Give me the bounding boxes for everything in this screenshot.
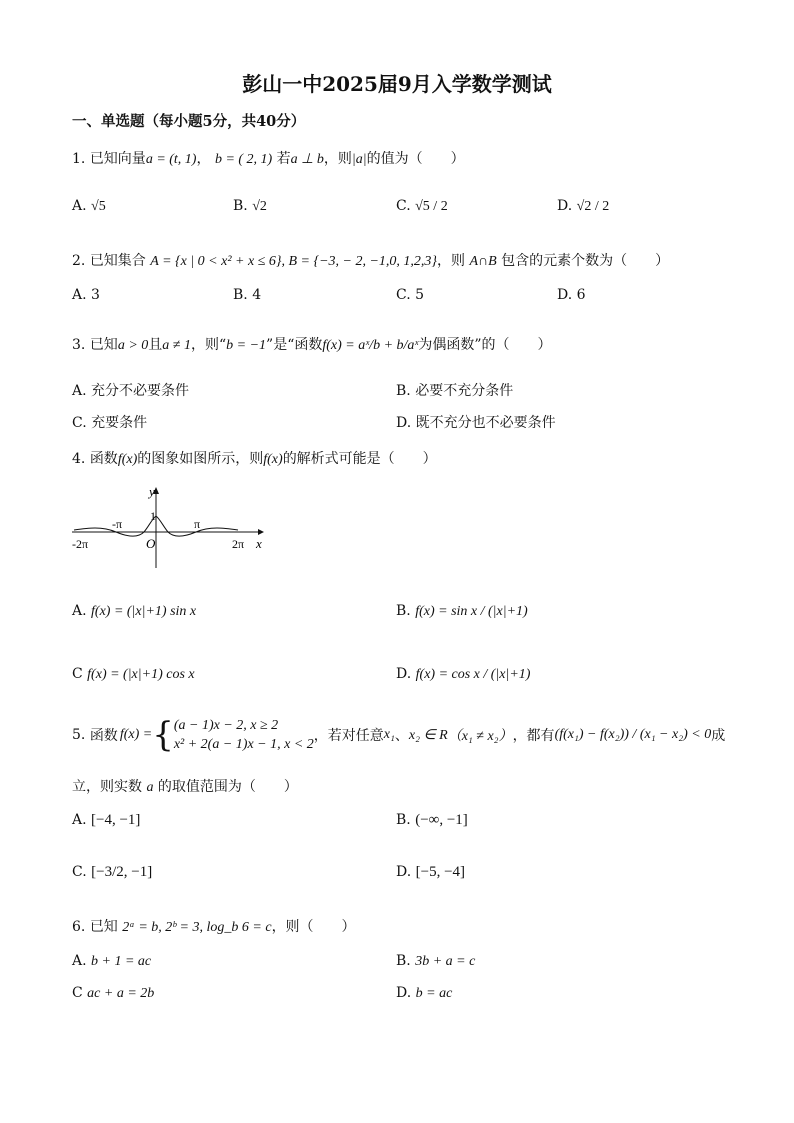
option-value: b = ac bbox=[415, 986, 453, 1001]
punctuation: 、 bbox=[394, 728, 409, 744]
question-text: 成 bbox=[711, 728, 726, 744]
option-a[interactable] bbox=[72, 812, 140, 829]
option-value: √2 / 2 bbox=[576, 199, 610, 214]
label-one: 1 bbox=[150, 509, 156, 523]
formula: a = (t, 1) bbox=[145, 152, 197, 167]
formula: f(x) bbox=[263, 452, 283, 467]
formula: A = {x | 0 < x² + x ≤ 6}, B = {−3, − 2, −1,0, 1,2,3} bbox=[150, 254, 438, 269]
option-value: [−5, −4] bbox=[415, 864, 466, 880]
option-d[interactable] bbox=[557, 198, 609, 215]
formula: A∩B bbox=[469, 254, 497, 269]
question-4 bbox=[72, 448, 437, 468]
function-graph bbox=[68, 482, 268, 572]
option-label: B. bbox=[396, 953, 411, 969]
page-title: 彭山一中2025届9月入学数学测试 bbox=[242, 72, 552, 96]
question-text: ，若对任意 bbox=[313, 728, 384, 744]
question-2 bbox=[72, 250, 669, 270]
question-text: 已知向量 bbox=[89, 151, 146, 167]
question-number: 3. bbox=[72, 337, 86, 353]
option-c[interactable] bbox=[72, 412, 147, 432]
y-label: y bbox=[149, 484, 155, 499]
option-label: D. bbox=[396, 985, 412, 1001]
question-text: 的解析式可能是（ ） bbox=[282, 451, 437, 467]
left-brace: { bbox=[152, 715, 174, 755]
option-value: [−3/2, −1] bbox=[91, 864, 153, 880]
question-text: 且 bbox=[148, 337, 163, 353]
case: x² + 2(a − 1)x − 1, x < 2 bbox=[173, 737, 314, 752]
option-label: C bbox=[72, 985, 83, 1001]
option-label: C. bbox=[72, 415, 87, 431]
option-label: B. bbox=[396, 812, 411, 828]
option-d[interactable] bbox=[396, 666, 530, 683]
question-text: ，则 bbox=[323, 151, 352, 167]
question-5-continued bbox=[72, 776, 298, 796]
question-text: 立，则实数 bbox=[72, 779, 142, 795]
question-text: 若 bbox=[276, 151, 291, 167]
formula: f(x) bbox=[117, 452, 138, 467]
option-label: A. bbox=[72, 198, 87, 214]
option-value: √5 / 2 bbox=[415, 199, 448, 214]
question-text: 的值为（ ） bbox=[366, 151, 465, 167]
option-a[interactable] bbox=[72, 198, 106, 215]
label-neg-2pi: -2π bbox=[72, 537, 89, 551]
option-value: f(x) = (|x|+1) sin x bbox=[91, 604, 197, 619]
option-label: B. bbox=[233, 198, 248, 214]
formula: 2ᵃ = b, 2ᵇ = 3, log_b 6 = c bbox=[122, 920, 272, 935]
option-value: (−∞, −1] bbox=[415, 812, 468, 828]
option-value: 既不充分也不必要条件 bbox=[415, 415, 556, 431]
x-axis-arrow bbox=[258, 529, 264, 535]
formula: a > 0 bbox=[117, 338, 149, 353]
option-a[interactable] bbox=[72, 603, 196, 620]
option-a[interactable] bbox=[72, 953, 151, 970]
question-text: 已知 bbox=[89, 337, 118, 353]
option-value: f(x) = cos x / (|x|+1) bbox=[415, 667, 531, 682]
question-text: 函数 bbox=[89, 728, 118, 744]
option-b[interactable] bbox=[233, 287, 261, 303]
formula: a ⊥ b bbox=[290, 152, 324, 167]
option-label: A. bbox=[72, 383, 87, 399]
option-value: f(x) = (|x|+1) cos x bbox=[87, 667, 195, 682]
option-c[interactable] bbox=[72, 864, 152, 881]
option-b[interactable] bbox=[396, 953, 475, 970]
question-3 bbox=[72, 334, 552, 354]
option-value: √5 bbox=[91, 199, 106, 214]
option-value: 3b + a = c bbox=[415, 954, 476, 969]
option-value: √2 bbox=[252, 199, 267, 214]
formula: b = −1 bbox=[226, 338, 267, 353]
option-a[interactable] bbox=[72, 380, 189, 400]
question-text: 为偶函数”的（ ） bbox=[418, 337, 552, 353]
option-value: 4 bbox=[252, 287, 262, 303]
label-2pi: 2π bbox=[232, 537, 245, 551]
question-6 bbox=[72, 916, 356, 936]
question-text: 函数 bbox=[89, 451, 118, 467]
question-number: 5. bbox=[72, 727, 86, 743]
question-text: 已知集合 bbox=[89, 253, 146, 269]
x-label: x bbox=[256, 536, 262, 551]
option-label: A. bbox=[72, 953, 87, 969]
formula: （x₁ ≠ x₂） bbox=[447, 729, 513, 744]
question-text: ”是“函数 bbox=[266, 337, 323, 353]
option-value: 充分不必要条件 bbox=[91, 383, 190, 399]
option-label: C. bbox=[396, 198, 411, 214]
option-label: D. bbox=[557, 287, 573, 303]
option-d[interactable] bbox=[396, 412, 556, 432]
option-value: ac + a = 2b bbox=[87, 986, 155, 1001]
option-label: C bbox=[72, 666, 83, 682]
option-d[interactable] bbox=[396, 985, 452, 1002]
option-b[interactable] bbox=[396, 380, 513, 400]
question-text: 的图象如图所示，则 bbox=[137, 451, 264, 467]
option-label: A. bbox=[72, 603, 87, 619]
question-text: ，都有 bbox=[512, 728, 555, 744]
option-c[interactable] bbox=[72, 985, 154, 1002]
option-d[interactable] bbox=[557, 287, 586, 303]
option-label: D. bbox=[396, 864, 412, 880]
option-label: C. bbox=[396, 287, 411, 303]
label-pi: π bbox=[194, 517, 201, 531]
formula: f(x) = bbox=[119, 727, 153, 742]
question-number: 4. bbox=[72, 451, 86, 467]
formula: f(x) = aˣ/b + b/aˣ bbox=[322, 338, 419, 353]
origin-label: O bbox=[146, 536, 156, 551]
option-b[interactable] bbox=[233, 198, 267, 215]
option-value: 充要条件 bbox=[91, 415, 148, 431]
option-label: D. bbox=[396, 415, 412, 431]
option-label: D. bbox=[396, 666, 412, 682]
option-value: b + 1 = ac bbox=[91, 954, 152, 969]
formula: |a| bbox=[351, 152, 367, 167]
section-heading: 一、单选题（每小题5分，共40分） bbox=[72, 113, 306, 130]
option-label: B. bbox=[233, 287, 248, 303]
question-text: 包含的元素个数为（ ） bbox=[501, 253, 670, 269]
question-text: ，则（ ） bbox=[271, 919, 356, 935]
question-number: 1. bbox=[72, 151, 86, 167]
question-1 bbox=[72, 148, 465, 168]
option-b[interactable] bbox=[396, 812, 468, 829]
option-label: B. bbox=[396, 603, 411, 619]
option-value: f(x) = sin x / (|x|+1) bbox=[415, 604, 528, 619]
option-label: B. bbox=[396, 383, 411, 399]
option-value: 5 bbox=[415, 287, 425, 303]
option-value: 3 bbox=[91, 287, 100, 303]
question-text: 已知 bbox=[89, 919, 118, 935]
option-label: A. bbox=[72, 812, 87, 828]
question-text: ，则“ bbox=[190, 337, 227, 353]
option-a[interactable] bbox=[72, 287, 100, 303]
formula: a ≠ 1 bbox=[162, 338, 191, 353]
question-text: ，则 bbox=[437, 253, 466, 269]
option-value: 必要不充分条件 bbox=[415, 383, 514, 399]
option-label: D. bbox=[557, 198, 573, 214]
question-number: 2. bbox=[72, 253, 86, 269]
option-value: 6 bbox=[576, 287, 586, 303]
option-b[interactable] bbox=[396, 603, 528, 620]
question-number: 6. bbox=[72, 919, 86, 935]
formula: x₁ bbox=[383, 727, 395, 742]
punctuation: ， bbox=[196, 151, 211, 167]
formula: x₂ ∈ R bbox=[408, 727, 448, 743]
formula: b = ( 2, 1) bbox=[214, 152, 273, 167]
formula: a bbox=[146, 780, 154, 795]
option-value: [−4, −1] bbox=[91, 812, 141, 828]
case: (a − 1)x − 2, x ≥ 2 bbox=[173, 718, 279, 733]
option-c[interactable] bbox=[72, 666, 195, 683]
option-label: C. bbox=[72, 864, 87, 880]
option-c[interactable] bbox=[396, 287, 424, 303]
formula: (f(x₁) − f(x₂)) / (x₁ − x₂) < 0 bbox=[554, 727, 712, 742]
option-d[interactable] bbox=[396, 864, 465, 881]
option-c[interactable] bbox=[396, 198, 448, 215]
label-neg-pi: -π bbox=[112, 517, 123, 531]
piecewise-cases bbox=[174, 716, 314, 754]
question-text: 的取值范围为（ ） bbox=[157, 779, 298, 795]
question-5 bbox=[72, 716, 725, 754]
option-label: A. bbox=[72, 287, 87, 303]
